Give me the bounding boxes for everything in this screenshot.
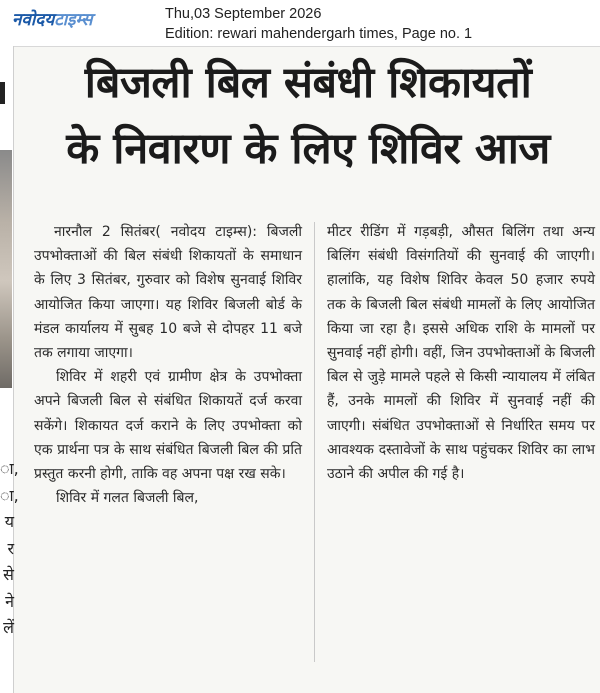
headline-line-2: के निवारण के लिए शिविर आज xyxy=(66,124,550,174)
newspaper-logo[interactable] xyxy=(12,10,93,30)
article-headline xyxy=(16,52,600,180)
article-column-1 xyxy=(34,220,302,510)
adjacent-fragment: ा, xyxy=(0,485,19,505)
article-paragraph: मीटर रीडिंग में गड़बड़ी, औसत बिलिंग तथा अन्य बिलिंग संबंधी विसंगतियों की सुनवाई की जाएगी। हालांकि, यह विशेष शिविर केवल 50 हजार रुपये तक के बिजली बिल संबंधी मामलों के लिए आयोजित किया जा रहा है। इससे अधिक राशि के मामलों पर सुनवाई नहीं होगी। वहीं, जिन उपभोक्ताओं के बिजली बिल से जुड़े मामले पहले से किसी न्यायालय में लंबित हैं, उनके मामलों की शिविर में सुनवाई नहीं की जाएगी। संबंधित उपभोक्ताओं से निर्धारित समय पर आवश्यक दस्तावेजों के साथ पहुंचकर शिविर का लाभ उठाने की अपील की गई है। xyxy=(327,224,595,483)
adjacent-fragment: ा, xyxy=(0,459,19,478)
adjacent-fragment: से xyxy=(3,565,14,584)
article-paragraph: शिविर में गलत बिजली बिल, xyxy=(56,490,199,507)
adjacent-fragment: र xyxy=(7,538,14,558)
adjacent-article-text xyxy=(0,456,19,642)
epaper-header xyxy=(0,0,600,47)
adjacent-fragment: य xyxy=(4,512,14,531)
adjacent-article-mark xyxy=(0,82,5,104)
edition-name: Edition: rewari mahendergarh times, Page no. 1 xyxy=(165,26,473,42)
article-paragraph: शिविर में शहरी एवं ग्रामीण क्षेत्र के उपभोक्ता अपने बिजली बिल से संबंधित शिकायतें दर्ज करवा सकेंगे। शिकायत दर्ज कराने के लिए उपभोक्ता को एक प्रार्थना पत्र के साथ संबंधित बिजली बिल की प्रति प्रस्तुत करनी होगी, ताकि वह अपना पक्ष रख सके। xyxy=(34,369,302,483)
adjacent-fragment: लें xyxy=(3,618,14,637)
article-paragraph: नारनौल 2 सितंबर( नवोदय टाइम्स): बिजली उपभोक्ताओं की बिल संबंधी शिकायतों के समाधान के लिए 3 सितंबर, गुरुवार को विशेष सुनवाई शिविर आयोजित किया जाएगा। यह शिविर बिजली बोर्ड के मंडल कार्यालय में सुबह 10 बजे से दोपहर 11 बजे तक लगाया जाएगा। xyxy=(34,224,302,362)
edition-date: Thu,03 September 2026 xyxy=(165,6,322,22)
column-divider xyxy=(314,222,315,662)
edition-info xyxy=(165,4,472,44)
article-column-2 xyxy=(327,220,595,486)
headline-line-1: बिजली बिल संबंधी शिकायतों xyxy=(84,58,532,108)
adjacent-fragment: ने xyxy=(5,591,14,611)
adjacent-article-photo xyxy=(0,150,12,388)
adjacent-article-strip xyxy=(0,46,19,693)
logo-sub-text: टाइम्स xyxy=(54,10,93,30)
logo-main-text: नवोदय xyxy=(12,10,55,30)
